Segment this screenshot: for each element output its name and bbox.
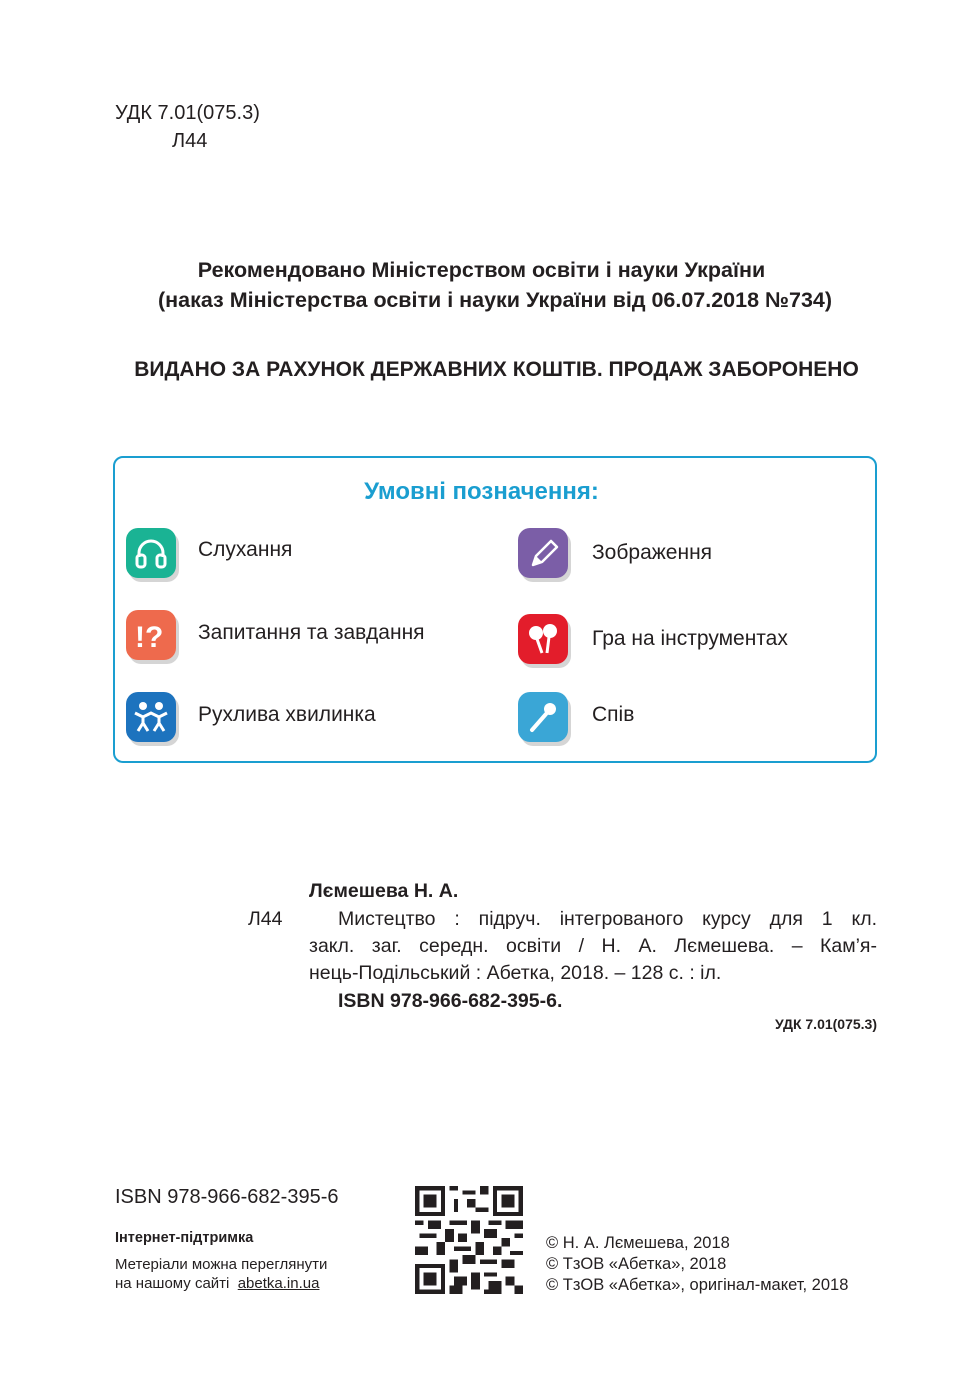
qr-code-icon (415, 1186, 523, 1294)
copyright-line-1: © Н. А. Лємешева, 2018 (546, 1234, 730, 1252)
support-line-2 (115, 1275, 319, 1292)
maracas-icon (518, 614, 568, 664)
site-link[interactable]: abetka.in.ua (237, 1275, 320, 1292)
sale-notice: ВИДАНО ЗА РАХУНОК ДЕРЖАВНИХ КОШТІВ. ПРОДАЖ ЗАБОРОНЕНО (134, 358, 859, 381)
catalog-line-2: закл. заг. середн. освіти / Н. А. Лємешева. – Кам’я- (309, 935, 877, 957)
copyright-line-2: © ТзОВ «Абетка», 2018 (546, 1255, 727, 1273)
headphones-icon (126, 528, 176, 578)
support-line-1: Метеріали можна переглянути (115, 1256, 328, 1273)
recommendation-line-2: (наказ Міністерства освіти і науки України від 06.07.2018 №734) (157, 288, 833, 312)
copyright-line-3: © ТзОВ «Абетка», оригінал-макет, 2018 (546, 1276, 849, 1294)
catalog-author: Лємешева Н. А. (309, 880, 459, 902)
legend-label-listening: Слухання (198, 538, 293, 561)
svg-text:!?: !? (135, 621, 164, 654)
legend-label-singing: Спів (592, 703, 635, 726)
legend-label-drawing: Зображення (592, 541, 713, 564)
legend-label-instruments: Гра на інструментах (592, 627, 788, 650)
support-title: Інтернет-підтримка (115, 1230, 254, 1246)
legend-title: Умовні позначення: (364, 478, 599, 505)
legend-label-movement: Рухлива хвилинка (198, 703, 376, 726)
microphone-icon (518, 692, 568, 742)
catalog-code: Л44 (248, 908, 283, 930)
udk-code: УДК 7.01(075.3) (115, 102, 260, 124)
support-line-2-prefix: на нашому сайті (115, 1275, 230, 1292)
footer-isbn: ISBN 978-966-682-395-6 (115, 1186, 339, 1208)
catalog-line-1: Мистецтво : підруч. інтегрованого курсу для 1 кл. (338, 908, 877, 930)
pencil-icon (518, 528, 568, 578)
catalog-isbn: ISBN 978-966-682-395-6. (338, 990, 563, 1012)
legend-label-questions: Запитання та завдання (198, 621, 425, 644)
question-icon (126, 610, 176, 660)
catalog-udk: УДК 7.01(075.3) (774, 1016, 877, 1032)
recommendation-line-1: Рекомендовано Міністерством освіти і науки України (197, 258, 766, 282)
catalog-line-3: нець-Подільський : Абетка, 2018. – 128 с. : іл. (309, 962, 722, 984)
dancing-people-icon (126, 692, 176, 742)
bbk-code: Л44 (172, 130, 208, 152)
